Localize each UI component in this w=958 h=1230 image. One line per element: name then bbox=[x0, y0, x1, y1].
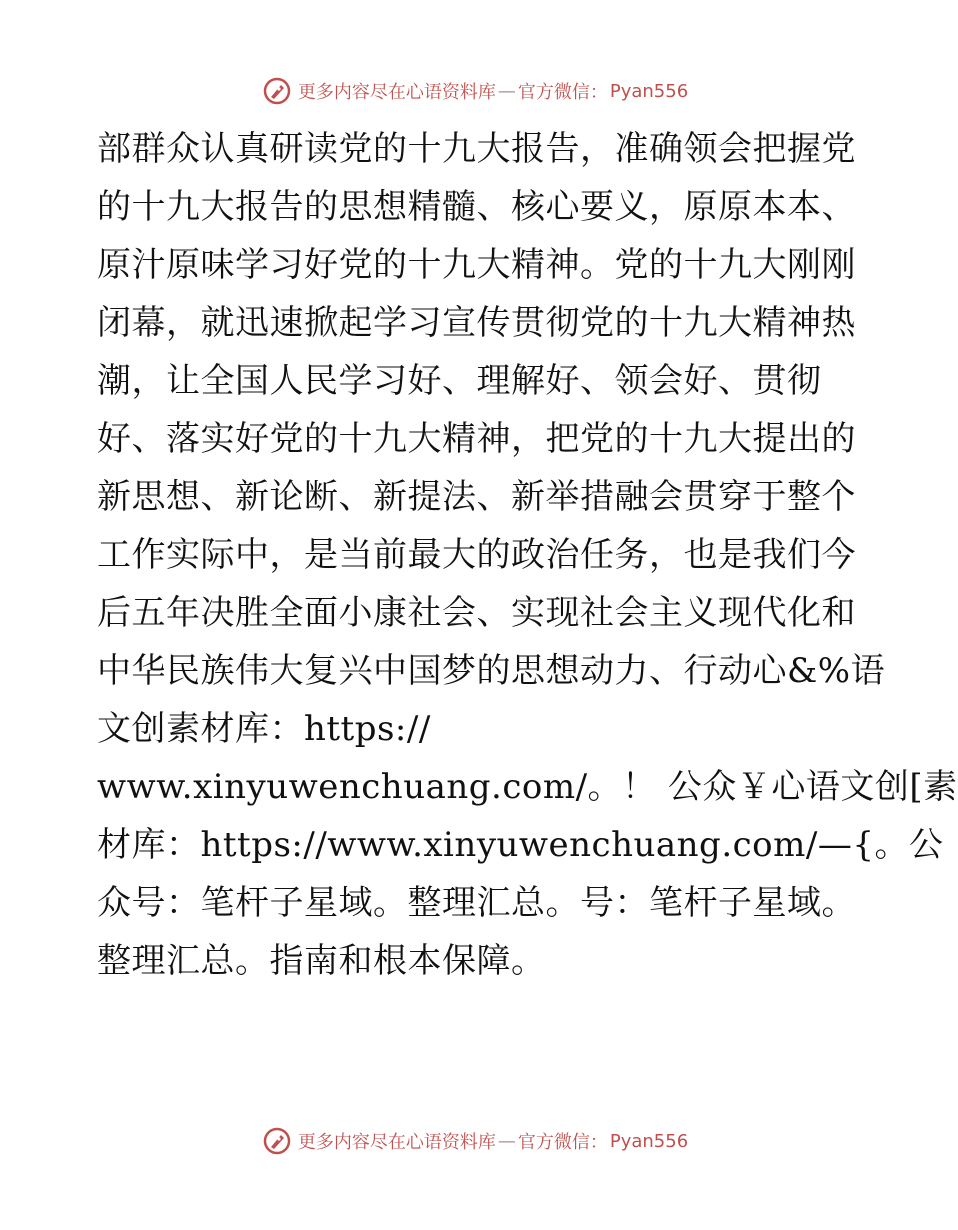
watermark-wechat-id: Pyan556 bbox=[609, 80, 689, 102]
watermark-separator: — bbox=[497, 80, 516, 102]
pen-nib-logo-icon bbox=[262, 76, 292, 106]
watermark-wechat-label: 官方微信： bbox=[517, 1132, 608, 1153]
body-line: 中华民族伟大复兴中国梦的思想动力、行动心&%语 bbox=[97, 651, 886, 691]
body-line: 新思想、新论断、新提法、新举措融会贯穿于整个 bbox=[97, 477, 856, 517]
body-line: 的十九大报告的思想精髓、核心要义，原原本本、 bbox=[97, 187, 856, 227]
body-line: 文创素材库：https:// bbox=[97, 709, 431, 749]
body-line: 闭幕，就迅速掀起学习宣传贯彻党的十九大精神热 bbox=[97, 303, 856, 343]
watermark-wechat-label: 官方微信： bbox=[517, 82, 608, 103]
body-line: 众号：笔杆子星域。整理汇总。号：笔杆子星域。 bbox=[97, 883, 856, 923]
watermark-wechat-id: Pyan556 bbox=[609, 1130, 689, 1152]
pen-nib-logo-icon bbox=[262, 1126, 292, 1156]
body-line: 部群众认真研读党的十九大报告，准确领会把握党 bbox=[97, 129, 856, 169]
body-line: 后五年决胜全面小康社会、实现社会主义现代化和 bbox=[97, 593, 856, 633]
watermark-text: 更多内容尽在心语资料库 bbox=[297, 82, 496, 103]
header-watermark bbox=[0, 74, 950, 108]
body-line: www.xinyuwenchuang.com/。！ 公众￥心语文创[素 bbox=[97, 767, 958, 807]
watermark-separator: — bbox=[497, 1130, 516, 1152]
body-line: 原汁原味学习好党的十九大精神。党的十九大刚刚 bbox=[97, 245, 856, 285]
body-line: 好、落实好党的十九大精神，把党的十九大提出的 bbox=[97, 419, 856, 459]
document-body bbox=[97, 120, 958, 990]
body-line: 材库：https://www.xinyuwenchuang.com/—{。公 bbox=[97, 825, 944, 865]
body-line: 工作实际中，是当前最大的政治任务，也是我们今 bbox=[97, 535, 856, 575]
watermark-text: 更多内容尽在心语资料库 bbox=[297, 1132, 496, 1153]
footer-watermark bbox=[0, 1124, 950, 1158]
body-line: 潮，让全国人民学习好、理解好、领会好、贯彻 bbox=[97, 361, 822, 401]
body-line: 整理汇总。指南和根本保障。 bbox=[97, 941, 546, 981]
